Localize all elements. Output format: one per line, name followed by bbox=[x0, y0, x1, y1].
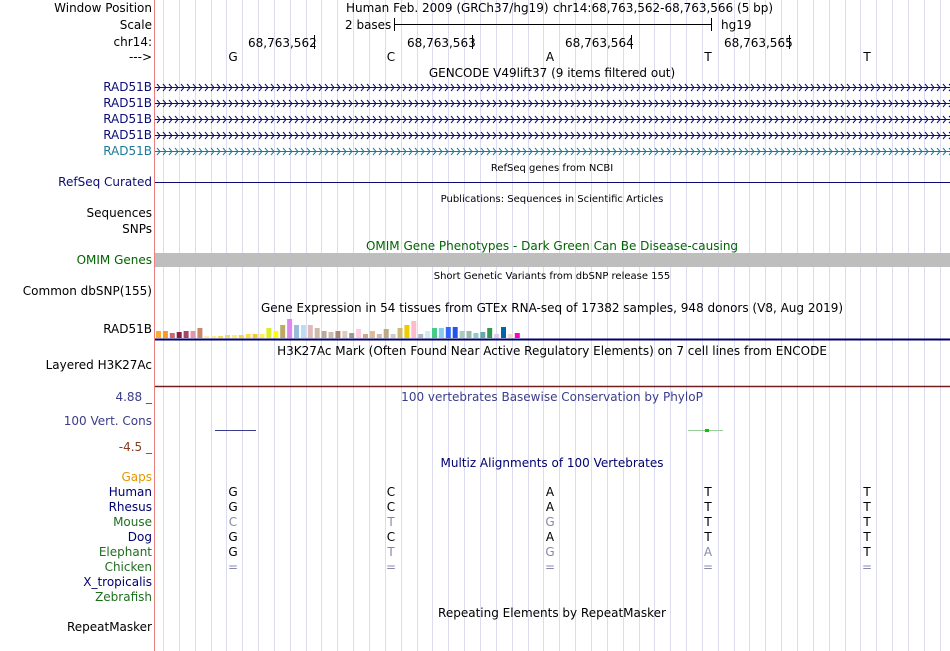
gtex-tissue-bar bbox=[487, 328, 492, 338]
alignment-base: G bbox=[228, 530, 238, 544]
phylop-mark-3 bbox=[705, 429, 709, 432]
multiz-title: Multiz Alignments of 100 Vertebrates bbox=[440, 456, 664, 470]
species-label-zebrafish[interactable]: Zebrafish bbox=[95, 590, 152, 604]
alignment-base: G bbox=[545, 515, 555, 529]
position-text: chr14:68,763,562-68,763,566 (5 bp) bbox=[553, 1, 774, 15]
species-label-elephant[interactable]: Elephant bbox=[98, 545, 152, 559]
ref-base-5: T bbox=[863, 50, 871, 64]
coord-3: 68,763,564 bbox=[565, 36, 634, 50]
gtex-tissue-bar bbox=[432, 328, 437, 338]
alignment-base: T bbox=[704, 530, 712, 544]
omim-title: OMIM Gene Phenotypes - Dark Green Can Be Disease-causing bbox=[365, 239, 739, 253]
window-position-label: Window Position bbox=[54, 1, 152, 15]
gencode-label-2[interactable]: RAD51B bbox=[103, 96, 152, 110]
gtex-tissue-bar bbox=[494, 334, 499, 338]
scale-bar bbox=[394, 18, 712, 31]
species-label-human[interactable]: Human bbox=[108, 485, 152, 499]
gtex-tissue-bar bbox=[418, 334, 423, 338]
gtex-tissue-bar bbox=[335, 331, 340, 338]
gtex-tissue-bar bbox=[467, 331, 472, 338]
gtex-tissue-bar bbox=[156, 331, 161, 338]
gtex-tissue-bar bbox=[294, 325, 299, 338]
gtex-tissue-bar bbox=[322, 331, 327, 338]
species-label-xtropicalis[interactable]: X_tropicalis bbox=[83, 575, 152, 589]
ref-base-1: G bbox=[228, 50, 238, 64]
gtex-tissue-bar bbox=[446, 327, 451, 338]
gtex-tissue-bar bbox=[315, 328, 320, 338]
phylop-label[interactable]: 100 Vert. Cons bbox=[63, 414, 152, 428]
pubs-sequences-label[interactable]: Sequences bbox=[86, 206, 152, 220]
assembly-text: Human Feb. 2009 (GRCh37/hg19) bbox=[346, 1, 549, 15]
h3k27ac-label[interactable]: Layered H3K27Ac bbox=[45, 358, 152, 372]
alignment-base: C bbox=[386, 485, 396, 499]
gaps-label[interactable]: Gaps bbox=[121, 470, 152, 484]
scale-text: 2 bases bbox=[345, 18, 392, 32]
gtex-tissue-bar bbox=[260, 334, 265, 338]
gtex-tissue-bar bbox=[273, 331, 278, 338]
refseq-label[interactable]: RefSeq Curated bbox=[58, 175, 152, 189]
alignment-base: = bbox=[227, 560, 239, 574]
gtex-tissue-bar bbox=[439, 328, 444, 338]
dbsnp-title: Short Genetic Variants from dbSNP release 155 bbox=[433, 271, 671, 282]
gtex-tissue-bar bbox=[398, 328, 403, 338]
gtex-tissue-bar bbox=[266, 328, 271, 338]
gtex-tissue-bar bbox=[377, 334, 382, 338]
alignment-base: A bbox=[545, 500, 555, 514]
omim-bar bbox=[155, 253, 950, 267]
gencode-label-3[interactable]: RAD51B bbox=[103, 112, 152, 126]
gtex-tissue-bar bbox=[239, 335, 244, 338]
strand-arrow-label: ---> bbox=[128, 50, 152, 64]
alignment-base: G bbox=[228, 485, 238, 499]
gtex-tissue-bar bbox=[191, 331, 196, 338]
gtex-tissue-bar bbox=[225, 335, 230, 338]
gencode-label-5[interactable]: RAD51B bbox=[103, 144, 152, 158]
gencode-transcripts bbox=[155, 84, 950, 155]
alignment-base: G bbox=[228, 545, 238, 559]
gencode-label-4[interactable]: RAD51B bbox=[103, 128, 152, 142]
gtex-tissue-bar bbox=[460, 331, 465, 338]
alignment-base: = bbox=[385, 560, 397, 574]
alignment-base: T bbox=[863, 545, 871, 559]
phylop-title: 100 vertebrates Basewise Conservation by PhyloP bbox=[401, 390, 703, 404]
species-label-chicken[interactable]: Chicken bbox=[104, 560, 152, 574]
alignment-base: T bbox=[863, 500, 871, 514]
gtex-tissue-bar bbox=[384, 329, 389, 338]
species-label-mouse[interactable]: Mouse bbox=[113, 515, 152, 529]
alignment-base: A bbox=[703, 545, 713, 559]
alignment-base: T bbox=[704, 485, 712, 499]
phylop-min-label: -4.5 _ bbox=[118, 440, 152, 454]
gtex-tissue-bar bbox=[501, 327, 506, 338]
gtex-tissue-bar bbox=[301, 325, 306, 338]
gtex-tissue-bar bbox=[280, 325, 285, 338]
h3k27ac-title: H3K27Ac Mark (Often Found Near Active Regulatory Elements) on 7 cell lines from ENCODE bbox=[277, 344, 827, 358]
ref-base-2: C bbox=[386, 50, 396, 64]
gtex-tissue-bar bbox=[308, 325, 313, 338]
gtex-tissue-bar bbox=[329, 332, 334, 338]
gtex-tissue-bar bbox=[163, 331, 168, 338]
alignment-base: C bbox=[386, 500, 396, 514]
gtex-tissue-bar bbox=[508, 334, 513, 338]
gtex-tissue-bar bbox=[342, 331, 347, 338]
alignment-base: A bbox=[545, 485, 555, 499]
gtex-tissue-bar bbox=[197, 328, 202, 338]
refseq-title: RefSeq genes from NCBI bbox=[490, 163, 614, 174]
pubs-snps-label[interactable]: SNPs bbox=[122, 222, 152, 236]
gtex-tissue-bar bbox=[349, 333, 354, 338]
gtex-tissue-bar bbox=[232, 335, 237, 338]
scale-label: Scale bbox=[119, 18, 152, 32]
gtex-tissue-bar bbox=[184, 331, 189, 338]
repeat-title: Repeating Elements by RepeatMasker bbox=[438, 606, 666, 620]
dbsnp-label[interactable]: Common dbSNP(155) bbox=[22, 284, 152, 298]
gtex-tissue-bar bbox=[453, 327, 458, 338]
db-text: hg19 bbox=[721, 18, 752, 32]
alignment-base: T bbox=[863, 515, 871, 529]
gtex-tissue-bar bbox=[404, 325, 409, 338]
alignment-base: = bbox=[544, 560, 556, 574]
species-label-rhesus[interactable]: Rhesus bbox=[108, 500, 152, 514]
gtex-tissue-bar bbox=[370, 331, 375, 338]
gtex-tissue-bar bbox=[218, 336, 223, 338]
coord-2: 68,763,563 bbox=[407, 36, 476, 50]
gtex-tissue-bar bbox=[287, 319, 292, 338]
alignment-base: = bbox=[702, 560, 714, 574]
chrom-label: chr14: bbox=[113, 35, 152, 49]
gtex-tissue-bar bbox=[480, 332, 485, 338]
alignment-base: T bbox=[863, 530, 871, 544]
gtex-tissue-bar bbox=[356, 329, 361, 338]
alignment-base: G bbox=[545, 545, 555, 559]
gtex-tissue-bar bbox=[411, 321, 416, 338]
repeatmasker-label[interactable]: RepeatMasker bbox=[66, 620, 152, 634]
ref-base-4: T bbox=[704, 50, 712, 64]
alignment-base: T bbox=[387, 515, 395, 529]
alignment-base: G bbox=[228, 500, 238, 514]
phylop-max-label: 4.88 _ bbox=[115, 390, 152, 404]
ref-base-3: A bbox=[545, 50, 555, 64]
gtex-bars bbox=[156, 319, 520, 338]
alignment-base: = bbox=[861, 560, 873, 574]
gtex-label[interactable]: RAD51B bbox=[103, 322, 152, 336]
alignment-base: C bbox=[386, 530, 396, 544]
coord-4: 68,763,565 bbox=[724, 36, 793, 50]
gencode-label-1[interactable]: RAD51B bbox=[103, 80, 152, 94]
gtex-tissue-bar bbox=[211, 336, 216, 338]
gtex-tissue-bar bbox=[246, 334, 251, 338]
coord-ticks bbox=[315, 35, 790, 49]
gtex-title: Gene Expression in 54 tissues from GTEx RNA-seq of 17382 samples, 948 donors (V8, Aug 2019) bbox=[260, 301, 844, 315]
gtex-tissue-bar bbox=[425, 331, 430, 338]
alignment-base: C bbox=[228, 515, 238, 529]
track-labels bbox=[0, 0, 155, 651]
species-label-dog[interactable]: Dog bbox=[127, 530, 152, 544]
gtex-tissue-bar bbox=[204, 336, 209, 338]
gtex-tissue-bar bbox=[253, 334, 258, 338]
gtex-tissue-bar bbox=[177, 332, 182, 338]
alignment-base: T bbox=[387, 545, 395, 559]
alignment-base: T bbox=[704, 515, 712, 529]
gtex-tissue-bar bbox=[170, 333, 175, 338]
gtex-tissue-bar bbox=[473, 333, 478, 338]
gtex-tissue-bar bbox=[391, 334, 396, 338]
omim-label[interactable]: OMIM Genes bbox=[76, 253, 152, 267]
track-image[interactable] bbox=[155, 0, 950, 651]
gtex-tissue-bar bbox=[363, 334, 368, 338]
coord-1: 68,763,562 bbox=[248, 36, 317, 50]
alignment-base: T bbox=[704, 500, 712, 514]
pubs-title: Publications: Sequences in Scientific Articles bbox=[440, 194, 664, 205]
alignment-base: T bbox=[863, 485, 871, 499]
gencode-title: GENCODE V49lift37 (9 items filtered out) bbox=[428, 66, 676, 80]
gtex-tissue-bar bbox=[515, 333, 520, 338]
alignment-base: A bbox=[545, 530, 555, 544]
